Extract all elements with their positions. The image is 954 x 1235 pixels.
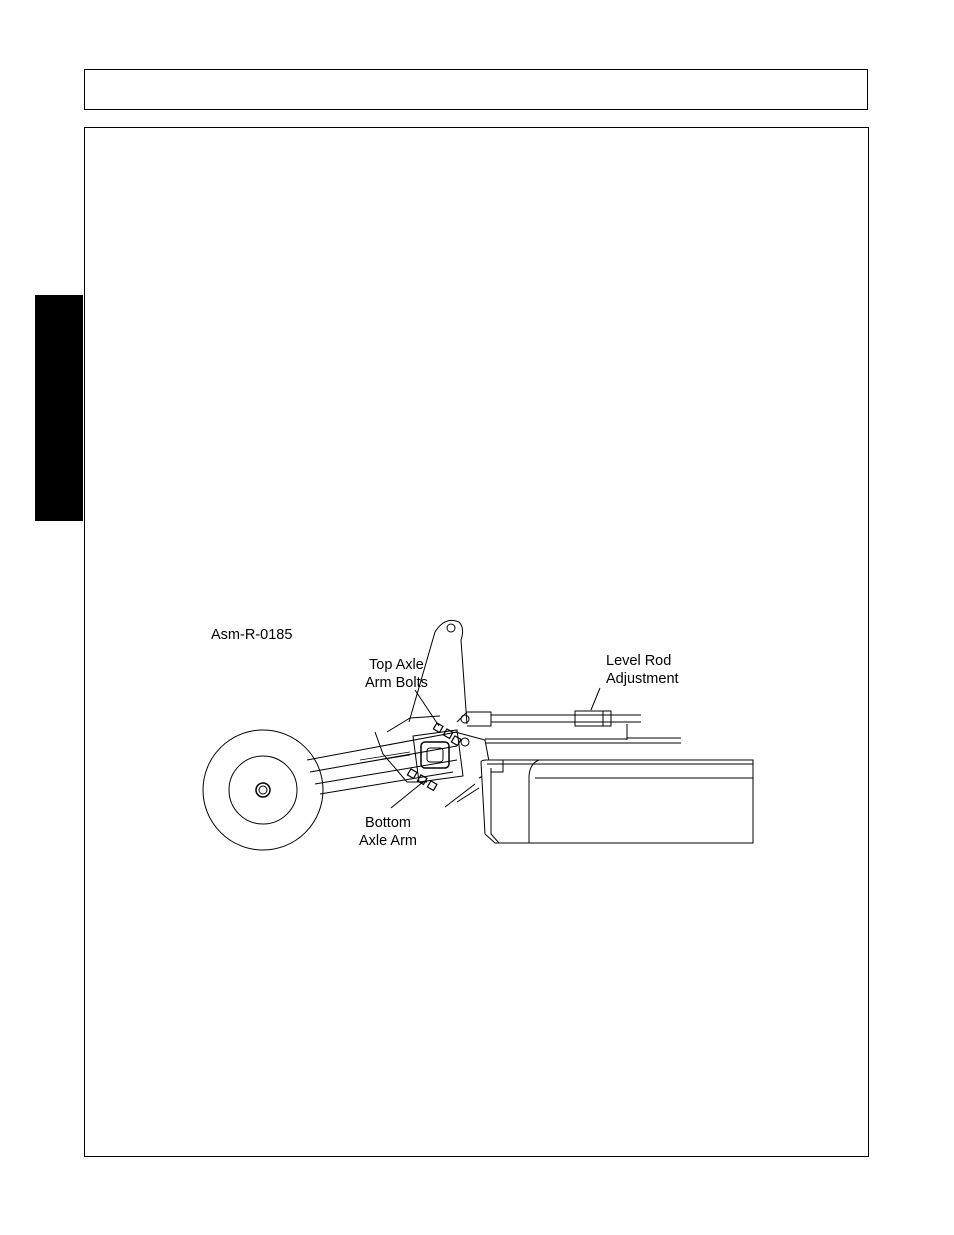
callout-line: Arm Bolts — [365, 675, 428, 691]
callout-line: Level Rod — [606, 653, 672, 669]
callout-line: Axle Arm — [359, 833, 418, 849]
section-tab — [35, 295, 83, 521]
figure-id-label: Asm-R-0185 — [211, 627, 293, 643]
callout-line: Bottom — [365, 815, 411, 831]
page-header-frame — [84, 69, 868, 110]
callout-leaders — [195, 612, 765, 862]
callout-line: Top Axle — [369, 657, 424, 673]
callout-top-axle-arm-bolts — [365, 656, 428, 692]
callout-level-rod-adjustment — [606, 652, 679, 688]
callout-line: Adjustment — [606, 671, 679, 687]
mower-axle-illustration — [195, 612, 765, 862]
callout-bottom-axle-arm — [359, 814, 417, 850]
